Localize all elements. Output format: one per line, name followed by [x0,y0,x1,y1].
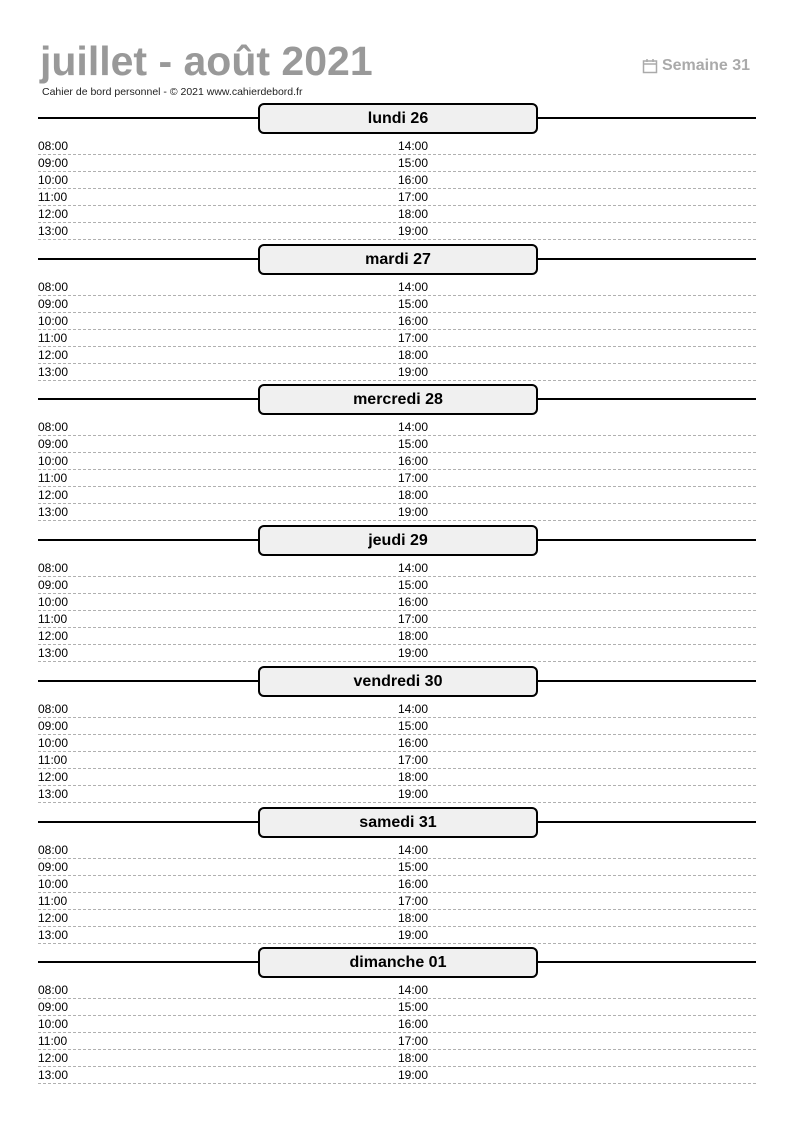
time-label-afternoon: 17:00 [398,612,429,627]
time-slot-row[interactable] [38,172,756,189]
week-indicator [642,57,750,75]
time-label-afternoon: 14:00 [398,561,429,576]
time-slot-row[interactable] [38,1016,756,1033]
time-slot-row[interactable] [38,1050,756,1067]
time-label-morning: 13:00 [38,364,69,379]
time-label-afternoon: 18:00 [398,488,429,503]
time-label-afternoon: 17:00 [398,471,429,486]
time-slot-row[interactable] [38,842,756,859]
time-label-afternoon: 16:00 [398,1017,429,1032]
day-label: samedi 31 [258,807,538,838]
day-section [38,807,756,948]
time-label-afternoon: 19:00 [398,927,429,942]
time-label-morning: 13:00 [38,927,69,942]
day-header [38,666,756,696]
time-label-morning: 09:00 [38,437,69,452]
time-label-afternoon: 14:00 [398,842,429,857]
time-slot-row[interactable] [38,769,756,786]
day-label: mardi 27 [258,244,538,275]
time-label-morning: 12:00 [38,910,69,925]
time-slot-row[interactable] [38,1033,756,1050]
time-label-morning: 08:00 [38,279,69,294]
time-label-morning: 13:00 [38,646,69,661]
time-label-afternoon: 16:00 [398,454,429,469]
time-label-morning: 11:00 [38,330,68,345]
time-slot-row[interactable] [38,893,756,910]
day-section [38,244,756,385]
time-label-morning: 09:00 [38,718,69,733]
time-label-morning: 12:00 [38,769,69,784]
time-label-afternoon: 15:00 [398,437,429,452]
time-label-afternoon: 18:00 [398,207,429,221]
page-subtitle: Cahier de bord personnel - © 2021 www.cahierdebord.fr [42,86,303,98]
day-label: vendredi 30 [258,666,538,697]
time-label-morning: 08:00 [38,561,69,576]
time-label-afternoon: 15:00 [398,859,429,874]
time-label-afternoon: 16:00 [398,735,429,750]
page-title: juillet - août 2021 [40,38,373,84]
time-slot-row[interactable] [38,436,756,453]
day-header [38,244,756,274]
time-label-afternoon: 19:00 [398,224,429,238]
time-label-afternoon: 17:00 [398,1034,429,1049]
time-label-afternoon: 15:00 [398,296,429,311]
time-label-morning: 09:00 [38,578,69,593]
time-label-afternoon: 14:00 [398,701,429,716]
time-slot-row[interactable] [38,313,756,330]
time-label-morning: 08:00 [38,701,69,716]
time-label-morning: 13:00 [38,505,69,520]
time-label-morning: 11:00 [38,752,68,767]
day-header [38,525,756,555]
day-label: mercredi 28 [258,384,538,415]
time-slot-row[interactable] [38,1067,756,1084]
time-label-afternoon: 16:00 [398,173,429,187]
time-label-afternoon: 19:00 [398,364,429,379]
time-slot-row[interactable] [38,138,756,155]
time-label-afternoon: 18:00 [398,347,429,362]
day-header [38,384,756,414]
day-header [38,103,756,133]
time-label-afternoon: 14:00 [398,983,429,998]
day-label: jeudi 29 [258,525,538,556]
time-label-afternoon: 16:00 [398,595,429,610]
day-section [38,103,756,244]
time-slot-row[interactable] [38,786,756,803]
time-label-afternoon: 14:00 [398,139,429,153]
time-slots [38,701,756,803]
day-header [38,947,756,977]
time-label-morning: 08:00 [38,983,69,998]
time-label-morning: 11:00 [38,1034,68,1049]
time-slot-row[interactable] [38,859,756,876]
time-slot-row[interactable] [38,577,756,594]
time-slot-row[interactable] [38,611,756,628]
time-label-afternoon: 14:00 [398,279,429,294]
time-label-morning: 10:00 [38,1017,69,1032]
time-slot-row[interactable] [38,876,756,893]
time-slot-row[interactable] [38,330,756,347]
time-label-morning: 12:00 [38,629,69,644]
time-slot-row[interactable] [38,189,756,206]
time-label-afternoon: 19:00 [398,1068,429,1083]
time-label-morning: 13:00 [38,1068,69,1083]
time-slot-row[interactable] [38,718,756,735]
time-slot-row[interactable] [38,927,756,944]
time-slots [38,419,756,521]
time-label-morning: 10:00 [38,735,69,750]
time-slot-row[interactable] [38,735,756,752]
time-label-morning: 13:00 [38,224,69,238]
time-label-afternoon: 15:00 [398,578,429,593]
time-label-afternoon: 15:00 [398,156,429,170]
time-slots [38,560,756,662]
time-slot-row[interactable] [38,645,756,662]
time-label-morning: 11:00 [38,471,68,486]
time-slots [38,138,756,240]
time-label-afternoon: 18:00 [398,1051,429,1066]
time-slots [38,982,756,1084]
time-slots [38,279,756,381]
time-label-morning: 10:00 [38,454,69,469]
time-label-morning: 12:00 [38,1051,69,1066]
time-slot-row[interactable] [38,419,756,436]
time-label-morning: 10:00 [38,313,69,328]
day-header [38,807,756,837]
time-label-morning: 10:00 [38,876,69,891]
time-label-afternoon: 14:00 [398,420,429,435]
time-label-morning: 09:00 [38,296,69,311]
time-slot-row[interactable] [38,982,756,999]
time-slot-row[interactable] [38,364,756,381]
time-slot-row[interactable] [38,296,756,313]
time-label-afternoon: 15:00 [398,718,429,733]
time-label-afternoon: 15:00 [398,1000,429,1015]
time-slot-row[interactable] [38,752,756,769]
time-label-afternoon: 19:00 [398,786,429,801]
time-slot-row[interactable] [38,347,756,364]
time-slot-row[interactable] [38,701,756,718]
time-label-afternoon: 18:00 [398,629,429,644]
time-label-morning: 11:00 [38,190,68,204]
time-label-morning: 10:00 [38,595,69,610]
day-section [38,666,756,807]
time-label-morning: 12:00 [38,488,69,503]
time-label-morning: 09:00 [38,859,69,874]
time-slot-row[interactable] [38,279,756,296]
day-label: dimanche 01 [258,947,538,978]
time-slot-row[interactable] [38,910,756,927]
time-label-morning: 12:00 [38,347,69,362]
time-slot-row[interactable] [38,223,756,240]
calendar-icon [642,58,658,74]
time-slot-row[interactable] [38,206,756,223]
time-slot-row[interactable] [38,470,756,487]
time-slot-row[interactable] [38,628,756,645]
time-label-morning: 11:00 [38,612,68,627]
time-label-afternoon: 16:00 [398,876,429,891]
day-section [38,947,756,1088]
time-slot-row[interactable] [38,155,756,172]
time-label-afternoon: 17:00 [398,330,429,345]
time-label-morning: 08:00 [38,139,69,153]
time-label-afternoon: 19:00 [398,646,429,661]
time-label-morning: 08:00 [38,842,69,857]
time-slot-row[interactable] [38,487,756,504]
time-slot-row[interactable] [38,453,756,470]
time-slot-row[interactable] [38,560,756,577]
day-section [38,525,756,666]
day-label: lundi 26 [258,103,538,134]
time-label-afternoon: 17:00 [398,190,429,204]
time-label-morning: 09:00 [38,156,69,170]
time-slot-row[interactable] [38,999,756,1016]
time-label-afternoon: 17:00 [398,893,429,908]
time-slots [38,842,756,944]
time-label-afternoon: 18:00 [398,910,429,925]
time-label-afternoon: 19:00 [398,505,429,520]
time-label-morning: 08:00 [38,420,69,435]
time-label-morning: 10:00 [38,173,69,187]
time-label-morning: 13:00 [38,786,69,801]
time-label-morning: 12:00 [38,207,69,221]
day-section [38,384,756,525]
time-label-morning: 11:00 [38,893,68,908]
time-slot-row[interactable] [38,594,756,611]
time-label-afternoon: 16:00 [398,313,429,328]
time-label-afternoon: 17:00 [398,752,429,767]
time-label-afternoon: 18:00 [398,769,429,784]
week-number: Semaine 31 [661,57,750,74]
time-slot-row[interactable] [38,504,756,521]
time-label-morning: 09:00 [38,1000,69,1015]
